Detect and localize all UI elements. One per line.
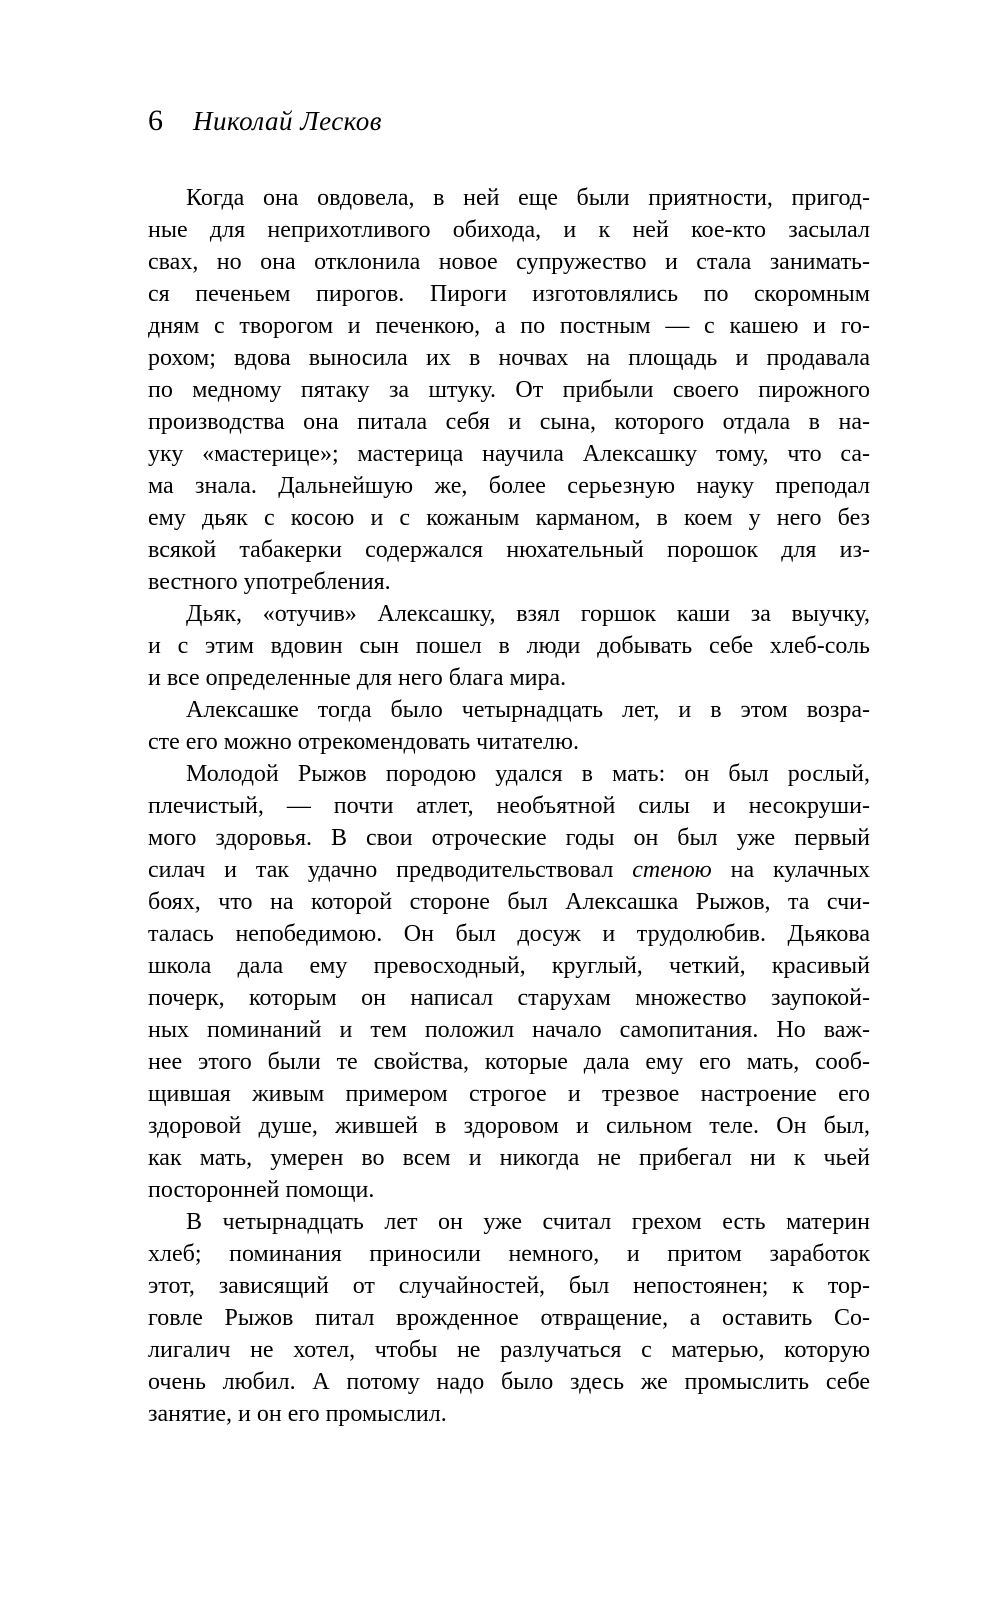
text-line: лигалич не хотел, чтобы не разлучаться с матерью, которую <box>148 1337 870 1363</box>
text-line: плечистый, — почти атлет, необъятной силы и несокруши- <box>148 793 870 819</box>
body-text <box>148 182 870 1430</box>
text-line: ные для неприхотливого обихода, и к ней кое-кто засылал <box>148 217 870 243</box>
text-line: школа дала ему превосходный, круглый, четкий, красивый <box>148 953 870 979</box>
text-line: нее этого были те свойства, которые дала ему его мать, сооб- <box>148 1049 870 1075</box>
text-line: занятие, и он его промыслил. <box>148 1401 447 1427</box>
text-line: ему дьяк с косою и с кожаным карманом, в коем у него без <box>148 505 870 531</box>
text-line: посторонней помощи. <box>148 1177 375 1203</box>
text-line: сте его можно отрекомендовать читателю. <box>148 729 579 755</box>
text-line: рохом; вдова выносила их в ночвах на площадь и продавала <box>148 345 870 371</box>
text-line: Молодой Рыжов породою удался в мать: он был рослый, <box>186 761 870 787</box>
page-header <box>148 104 870 138</box>
paragraph <box>148 182 870 598</box>
text-line: говле Рыжов питал врожденное отвращение, а оставить Со- <box>148 1305 870 1331</box>
paragraph <box>148 758 870 1206</box>
paragraph <box>148 1206 870 1430</box>
text-line: хлеб; поминания приносили немного, и притом заработок <box>148 1241 870 1267</box>
text-line: вестного употребления. <box>148 569 391 595</box>
text-line: почерк, которым он написал старухам множество заупокой- <box>148 985 870 1011</box>
page-number: 6 <box>148 104 163 137</box>
text-line: ма знала. Дальнейшую же, более серьезную науку преподал <box>148 473 870 499</box>
text-line: В четырнадцать лет он уже считал грехом есть материн <box>186 1209 870 1235</box>
text-line: Когда она овдовела, в ней еще были приятности, пригод- <box>186 185 870 211</box>
text-line: и с этим вдовин сын пошел в люди добывать себе хлеб-соль <box>148 633 870 659</box>
text-line: по медному пятаку за штуку. От прибыли своего пирожного <box>148 377 870 403</box>
text-line: как мать, умерен во всем и никогда не прибегал ни к чьей <box>148 1145 870 1171</box>
text-line: боях, что на которой стороне был Алексашка Рыжов, та счи- <box>148 889 870 915</box>
text-line: мого здоровья. В свои отроческие годы он был уже первый <box>148 825 870 851</box>
text-line: свах, но она отклонила новое супружество и стала занимать- <box>148 249 870 275</box>
author-name: Николай Лесков <box>193 106 382 136</box>
text-line: талась непобедимою. Он был досуж и трудолюбив. Дьякова <box>148 921 870 947</box>
text-line: очень любил. А потому надо было здесь же промыслить себе <box>148 1369 870 1395</box>
text-line: этот, зависящий от случайностей, был непостоянен; к тор- <box>148 1273 870 1299</box>
text-line: Алексашке тогда было четырнадцать лет, и в этом возра- <box>186 697 870 723</box>
text-line: здоровой душе, жившей в здоровом и сильном теле. Он был, <box>148 1113 870 1139</box>
text-line: и все определенные для него блага мира. <box>148 665 567 691</box>
text-line: всякой табакерки содержался нюхательный порошок для из- <box>148 537 870 563</box>
text-line: Дьяк, «отучив» Алексашку, взял горшок каши за выучку, <box>186 601 870 627</box>
text-line: производства она питала себя и сына, которого отдала в на- <box>148 409 870 435</box>
text-line: уку «мастерице»; мастерица научила Алексашку тому, что са- <box>148 441 870 467</box>
text-line: силач и так удачно предводительствовал стеною на кулачных <box>148 857 871 883</box>
text-line: ных поминаний и тем положил начало самопитания. Но важ- <box>148 1017 870 1043</box>
paragraph <box>148 694 870 758</box>
text-line: щившая живым примером строгое и трезвое настроение его <box>148 1081 870 1107</box>
paragraph <box>148 598 870 694</box>
text-line: дням с творогом и печенкою, а по постным — с кашею и го- <box>148 313 870 339</box>
text-line: ся печеньем пирогов. Пироги изготовлялись по скоромным <box>148 281 870 307</box>
